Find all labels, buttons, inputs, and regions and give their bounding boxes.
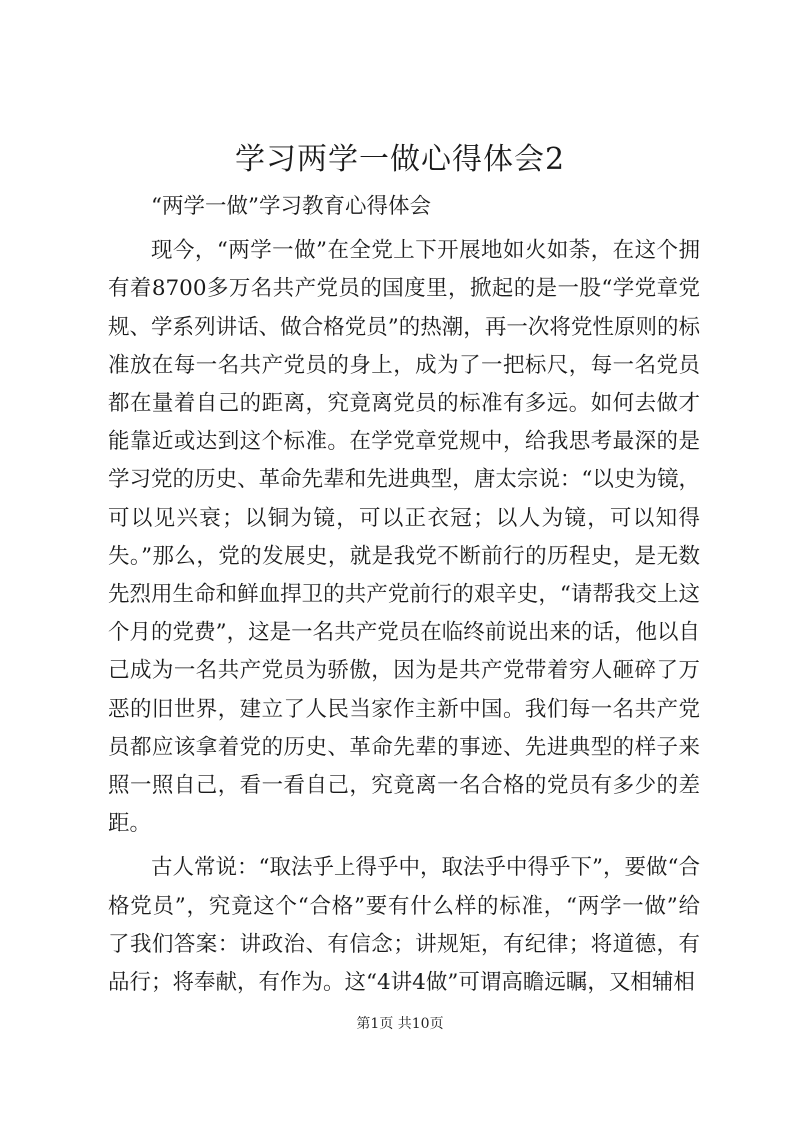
document-body [108,188,700,1008]
page-footer: 第1页 共10页 [356,1016,444,1032]
body-paragraph: 古人常说：“取法乎上得乎中，取法乎中得乎下”，要做“合格党员”，究竟这个“合格”要有什么样的标准，“两学一做”给了我们答案：讲政治、有信念；讲规矩，有纪律；将道德，有品行；将奉献，有作为。这“4讲4做”可谓高瞻远瞩，又相辅相 [108,855,700,996]
body-paragraph: 现今，“两学一做”在全党上下开展地如火如荼，在这个拥有着8700多万名共产党员的国度里，掀起的是一股“学党章党规、学系列讲话、做合格党员”的热潮，再一次将党性原则的标准放在每一名共产党员的身上，成为了一把标尺，每一名党员都在量着自己的距离，究竟离党员的标准有多远。如何去做才能靠近或达到这个标准。在学党章党规中，给我思考最深的是学习党的历史、革命先辈和先进典型，唐太宗说：“以史为镜，可以见兴衰；以铜为镜，可以正衣冠；以人为镜，可以知得失。”那么，党的发展史，就是我党不断前行的历程史，是无数先烈用生命和鲜血捍卫的共产党前行的艰辛史，“请帮我交上这个月的党费”，这是一名共产党员在临终前说出来的话，他以自己成为一名共产党员为骄傲，因为是共产党带着穷人砸碎了万恶的旧世界，建立了人民当家作主新中国。我们每一名共产党员都应该拿着党的历史、革命先辈的事迹、先进典型的样子来照一照自己，看一看自己，究竟离一名合格的党员有多少的差距。 [108,238,700,837]
document-title: 学习两学一做心得体会2 [234,142,566,177]
subtitle-paragraph: “两学一做”学习教育心得体会 [151,194,431,219]
